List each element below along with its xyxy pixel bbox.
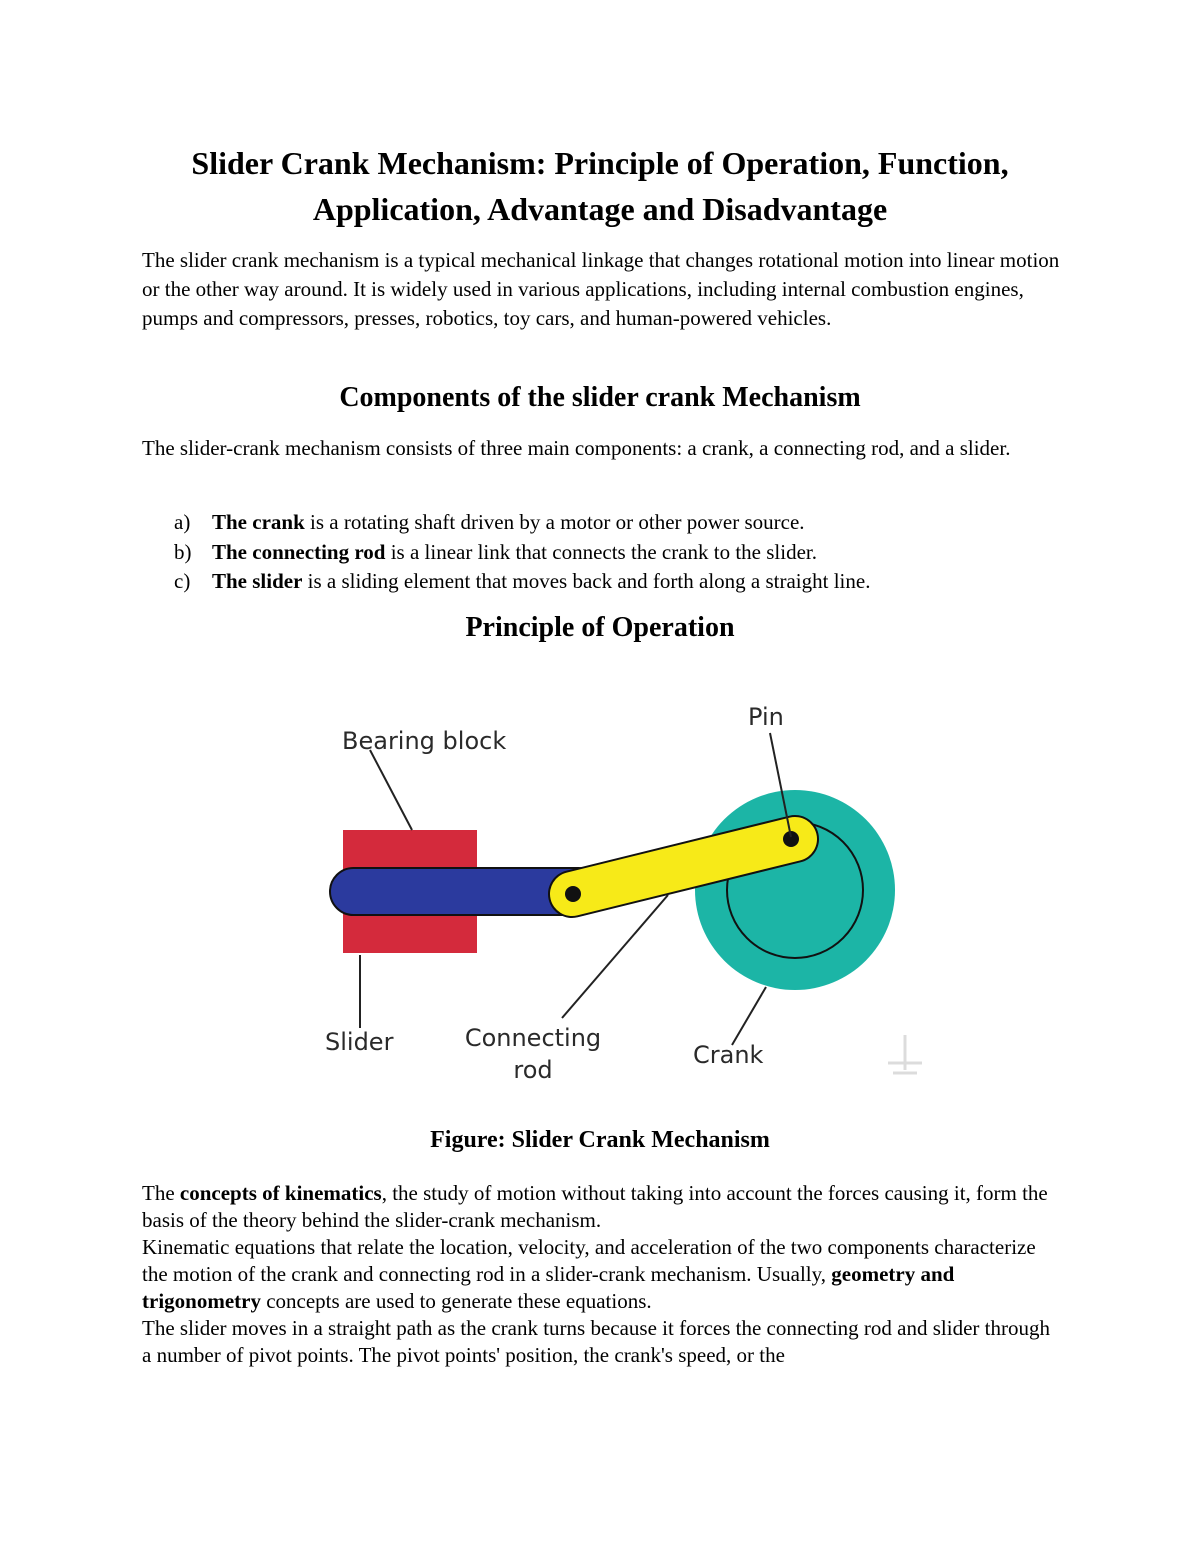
bearing-block-leader xyxy=(370,750,412,830)
text-run: concepts are used to generate these equations. xyxy=(260,1289,652,1313)
component-desc: is a linear link that connects the crank to the slider. xyxy=(385,539,818,564)
components-heading: Components of the slider crank Mechanism xyxy=(339,382,861,413)
intro-paragraph: The slider crank mechanism is a typical mechanical linkage that changes rotational motion into linear motion or the other way around. It is widely used in various applications, including internal combustion engines, pumps and compressors, presses, robotics, toy cars, and human-powered vehicles. xyxy=(142,248,1060,330)
component-term: The connecting rod xyxy=(212,539,386,564)
component-term: The slider xyxy=(212,569,303,593)
kinematics-paragraph xyxy=(142,1180,1062,1234)
pivot-paragraph: The slider moves in a straight path as the crank turns because it forces the connecting rod and slider through a number of pivot points. The pivot points' position, the crank's speed, or the xyxy=(142,1316,1050,1367)
components-list xyxy=(142,508,1062,597)
text-run: The xyxy=(142,1181,180,1205)
list-item xyxy=(142,538,1062,568)
slider-crank-diagram xyxy=(250,665,950,1100)
figure-caption: Figure: Slider Crank Mechanism xyxy=(430,1127,770,1153)
label-connecting-rod-line1: Connecting xyxy=(464,1024,602,1052)
list-item xyxy=(142,567,1062,597)
list-marker: a) xyxy=(174,510,191,534)
components-intro: The slider-crank mechanism consists of three main components: a crank, a connecting rod, and a slider. xyxy=(142,436,1011,460)
component-desc: is a sliding element that moves back and forth along a straight line. xyxy=(302,569,871,593)
component-term: The crank xyxy=(212,510,305,534)
label-crank: Crank xyxy=(693,1041,764,1069)
crank-leader xyxy=(732,987,766,1045)
text-run: , the study of motion without taking into account the forces causing it, form the basis of the theory behind the slider-crank mechanism. xyxy=(142,1181,1048,1232)
label-connecting-rod-line2: rod xyxy=(513,1056,553,1084)
bold-term: concepts of kinematics xyxy=(179,1181,382,1205)
bearing-block-top xyxy=(343,830,477,870)
list-marker: b) xyxy=(174,539,192,564)
label-pin: Pin xyxy=(748,703,784,731)
text-run: Kinematic equations that relate the location, velocity, and acceleration of the two components characterize the motion of the crank and connecting rod in a slider-crank mechanism. Usually, xyxy=(142,1235,1036,1286)
watermark-icon xyxy=(888,1035,922,1073)
bold-term: geometry and trigonometry xyxy=(142,1262,955,1313)
title-line-1: Slider Crank Mechanism: Principle of Operation, Function, xyxy=(191,145,1009,181)
list-item xyxy=(142,508,1062,538)
label-bearing-block: Bearing block xyxy=(342,727,507,755)
title-line-2: Application, Advantage and Disadvantage xyxy=(312,191,888,227)
component-desc: is a rotating shaft driven by a motor or other power source. xyxy=(304,510,805,534)
bearing-block-bottom xyxy=(343,913,477,953)
document-title xyxy=(100,140,1100,232)
list-marker: c) xyxy=(174,569,191,593)
label-slider: Slider xyxy=(325,1028,394,1056)
slider-pin xyxy=(565,886,581,902)
equations-paragraph xyxy=(142,1234,1062,1315)
body-text xyxy=(142,1180,1062,1369)
operation-heading: Principle of Operation xyxy=(465,612,735,643)
